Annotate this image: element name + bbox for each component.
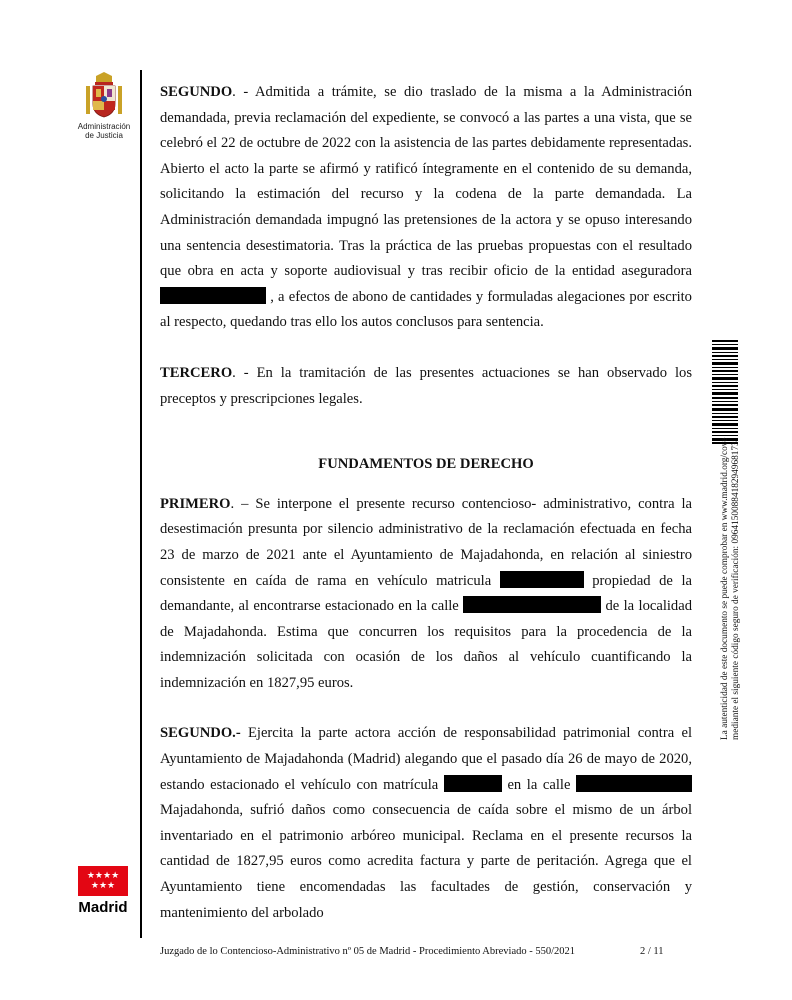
segundo-fd-label: SEGUNDO.- <box>160 725 241 742</box>
madrid-logo-text: Madrid <box>78 899 128 916</box>
primero-label: PRIMERO <box>160 495 231 512</box>
document-body <box>160 80 692 926</box>
segundo-label: SEGUNDO <box>160 84 233 100</box>
redaction-block <box>576 775 692 792</box>
stars-icon: ★★★★ ★★★ <box>86 871 120 891</box>
antecedente-segundo: SEGUNDO. - Admitida a trámite, se dio traslado de la misma a la Administración demandada, previa reclamación del expediente, se convocó a las partes a una vista, que se celebró el 22 de octubre de 2022 con la asistencia de las partes debidamente representadas. Abierto el acto la parte se afirmó y ratificó íntegramente en el contenido de su demanda, solicitando la estimación del recurso y la codena de la parte demandada. La Administración demandada impugnó las pretensiones de la actora y se opuso interesando una sentencia desestimatoria. Tras la práctica de las pruebas propuestas con el resultado que obra en acta y soporte audiovisual y tras recibir oficio de la entidad aseguradora , a efectos de abono de cantidades y formuladas alegaciones por escrito al respecto, quedando tras ello los autos conclusos para sentencia. <box>160 84 692 331</box>
verification-line-2: mediante el siguiente código seguro de verificación: 0964150088418294968173 <box>731 441 741 740</box>
redaction-block <box>444 775 502 792</box>
crest-label: Administración de Justicia <box>77 122 131 140</box>
justice-crest <box>72 72 136 140</box>
redaction-block <box>463 596 601 613</box>
tercero-label: TERCERO <box>160 364 233 381</box>
coat-of-arms-icon <box>84 72 124 120</box>
redaction-block <box>500 571 584 588</box>
page-number: 2 / 11 <box>640 946 664 957</box>
antecedente-tercero: TERCERO. - En la tramitación de las presentes actuaciones se han observado los preceptos y prescripciones legales. <box>160 364 692 407</box>
fundamento-segundo: SEGUNDO.- Ejercita la parte actora acción de responsabilidad patrimonial contra el Ayuntamiento de Majadahonda (Madrid) alegando que el pasado día 26 de mayo de 2020, estando estacionado el vehículo con matrícula en la calle Majadahonda, sufrió daños como consecuencia de caída sobre el mismo de un árbol inventariado en el patrimonio arbóreo municipal. Reclama en el presente recursos la cantidad de 1827,95 euros como acredita factura y parte de peritación. Agrega que el Ayuntamiento tiene encomendadas las facultades de gestión, conservación y mantenimiento del arbolado <box>160 725 692 921</box>
verification-line-1: La autenticidad de este documento se puede comprobar en www.madrid.org/cove <box>720 437 730 740</box>
madrid-flag-icon <box>78 866 128 896</box>
footer-court: Juzgado de lo Contencioso-Administrativo nº 05 de Madrid - Procedimiento Abreviado - 550/2021 <box>160 946 576 957</box>
margin-rule <box>140 70 142 938</box>
barcode-icon <box>712 340 738 444</box>
section-heading: FUNDAMENTOS DE DERECHO <box>318 456 534 473</box>
fundamento-primero: PRIMERO. – Se interpone el presente recurso contencioso- administrativo, contra la desestimación presunta por silencio administrativo de la reclamación efectuada en fecha 23 de marzo de 2021 ante el Ayuntamiento de Majadahonda, en relación al siniestro consistente en caída de rama en vehículo matricula propiedad de la demandante, al encontrarse estacionado en la calle de la localidad de Majadahonda. Estima que concurren los requisitos para la procedencia de la indemnización solicitada con ocasión de los daños al vehículo cuantificando la indemnización en 1827,95 euros. <box>160 495 692 691</box>
madrid-logo <box>76 866 130 916</box>
redaction-block <box>160 287 266 304</box>
